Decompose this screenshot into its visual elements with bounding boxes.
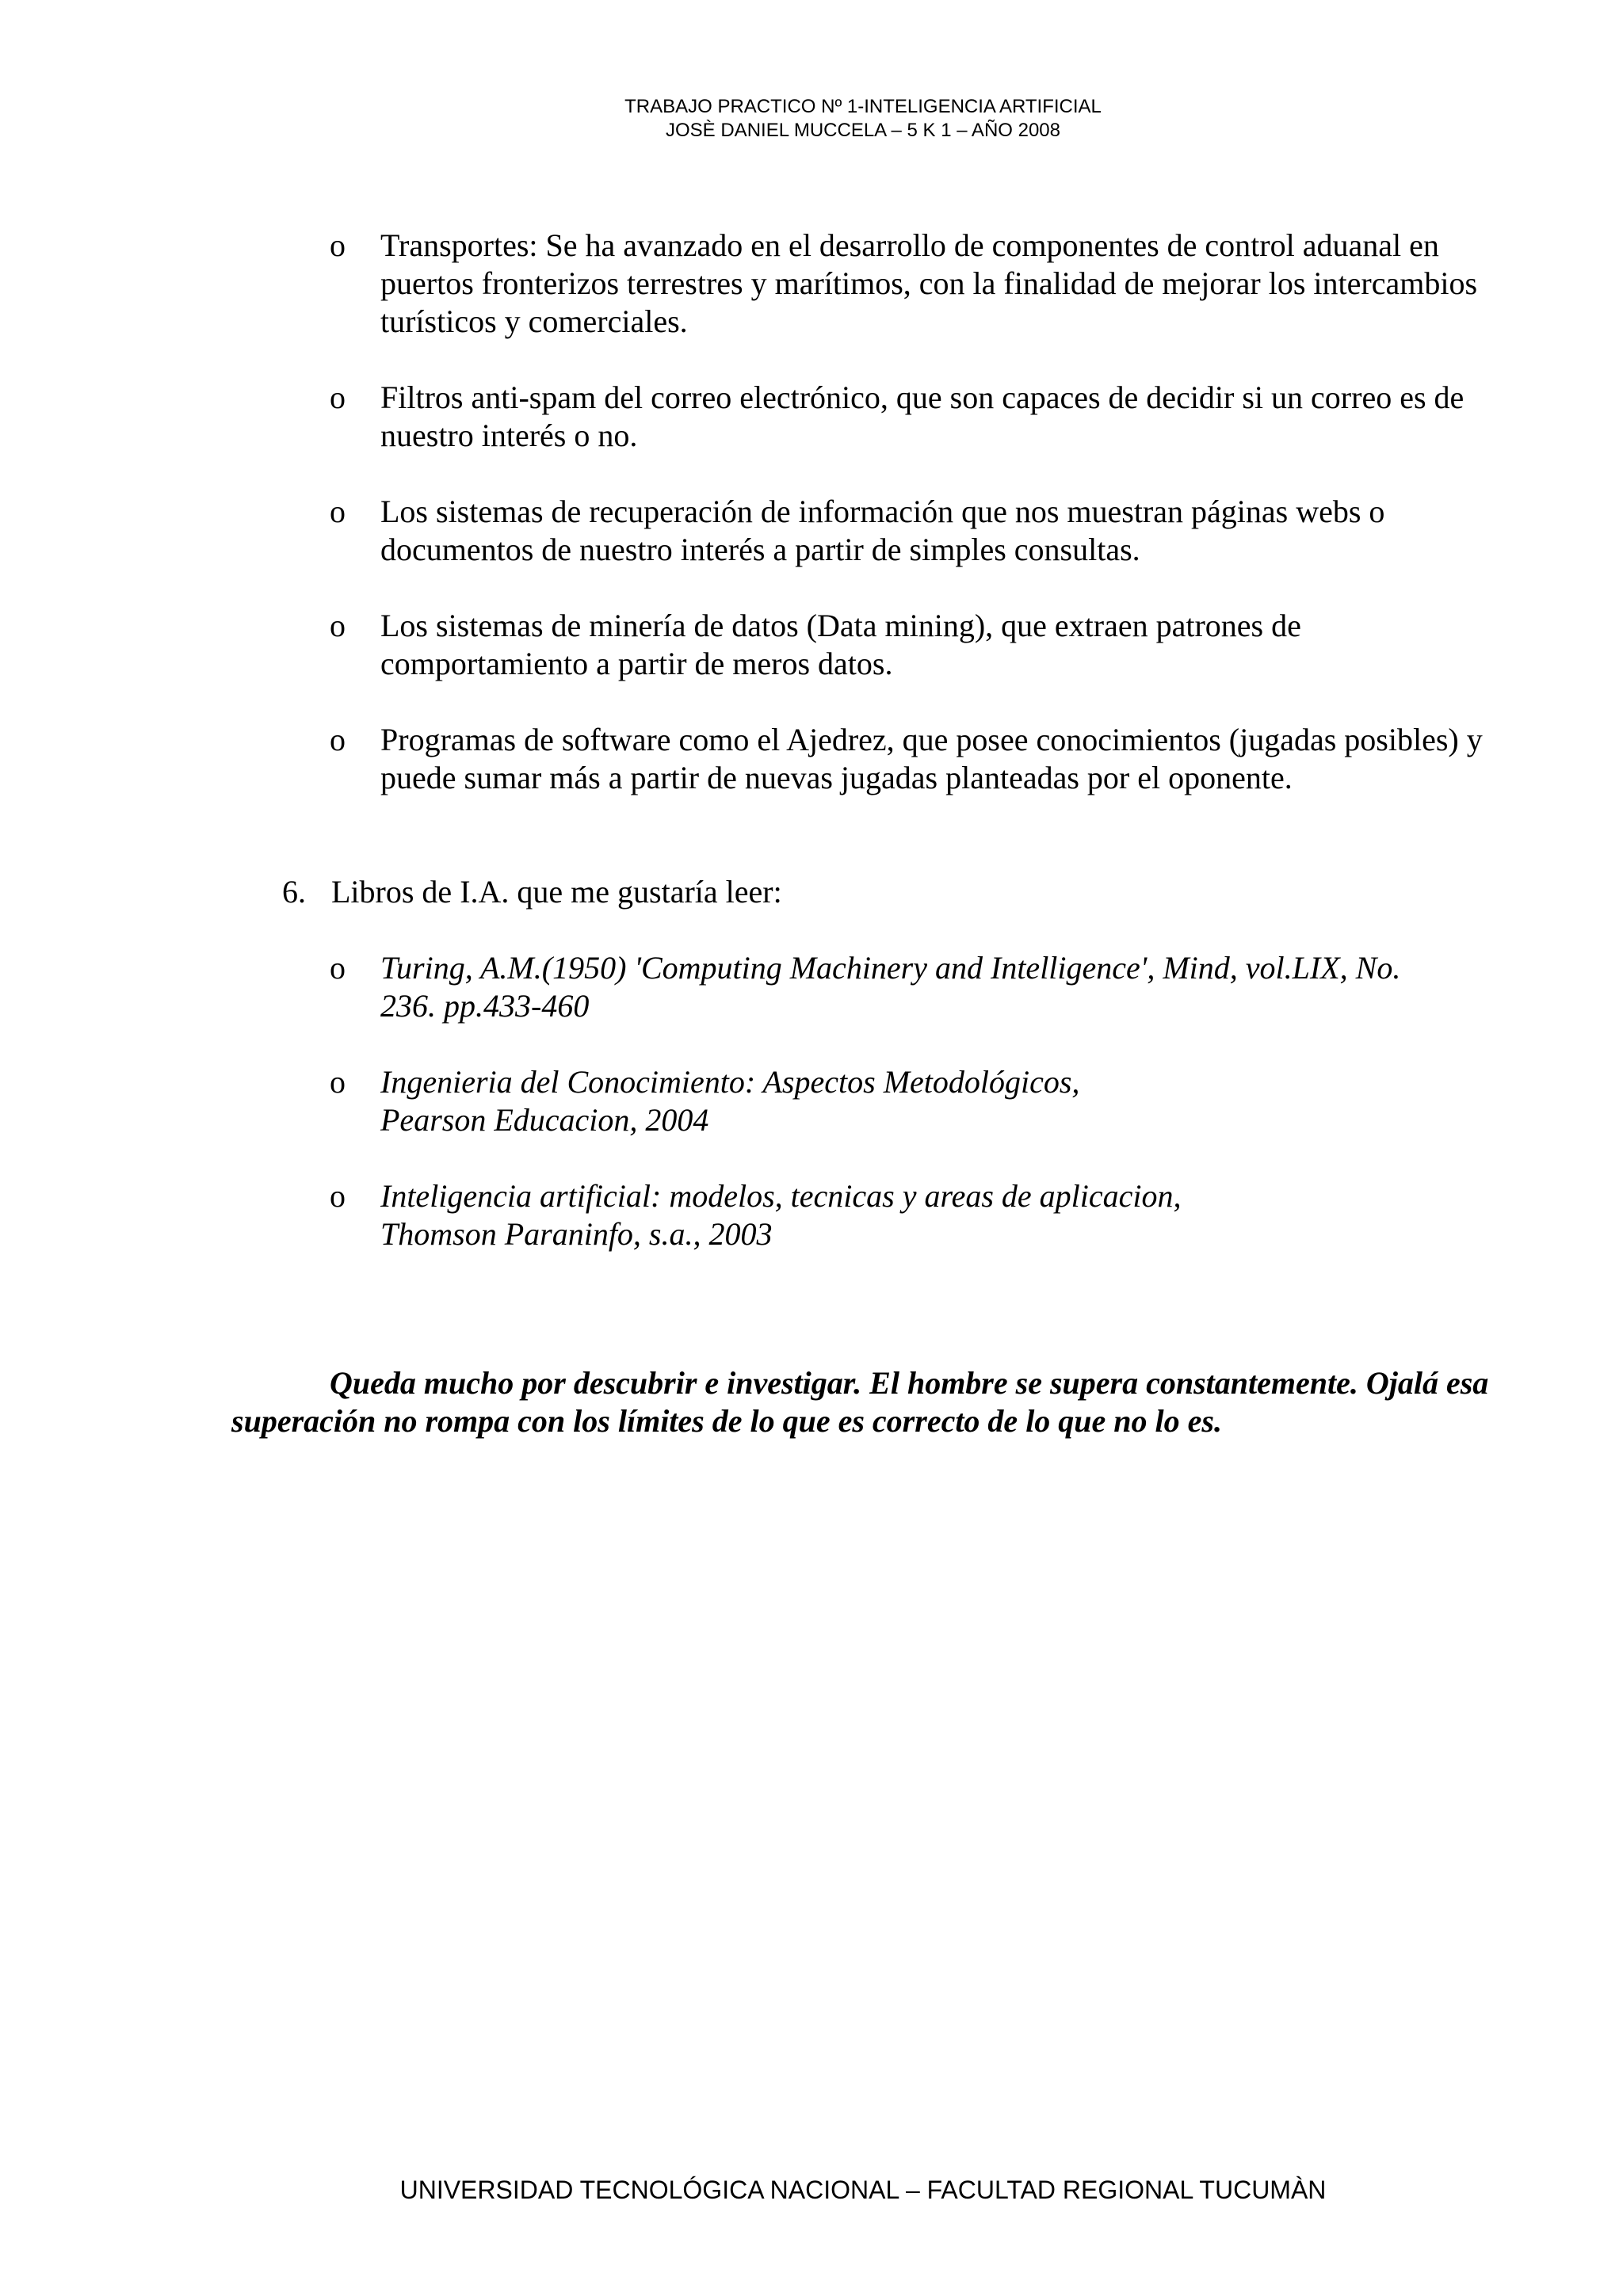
book-item [0, 1177, 1490, 1253]
list-item [0, 227, 1490, 341]
book-line: Turing, A.M.(1950) 'Computing Machinery and Intelligence', Mind, vol.LIX, No. [380, 950, 1401, 986]
list-item-text: Programas de software como el Ajedrez, que posee conocimientos (jugadas posibles) y puede sumar más a partir de nuevas jugadas planteadas por el oponente. [380, 722, 1483, 795]
list-item-text: Los sistemas de minería de datos (Data mining), que extraen patrones de comportamiento a partir de meros datos. [380, 608, 1301, 681]
list-item-text: Filtros anti-spam del correo electrónico, que son capaces de decidir si un correo es de nuestro interés o no. [380, 379, 1465, 453]
header-author: JOSÈ DANIEL MUCCELA – 5 K 1 – AÑO 2008 [666, 120, 1060, 141]
section-heading [0, 873, 1623, 911]
list-item [0, 721, 1490, 797]
book-item [0, 1063, 1490, 1139]
list-item-text: Transportes: Se ha avanzado en el desarrollo de componentes de control aduanal en puertos fronterizos terrestres y marítimos, con la finalidad de mejorar los intercambios turísticos y comerciales. [380, 227, 1478, 339]
bullet-marker: o [330, 494, 346, 529]
footer-text: UNIVERSIDAD TECNOLÓGICA NACIONAL – FACULTAD REGIONAL TUCUMÀN [399, 2176, 1327, 2204]
list-item-text: Los sistemas de recuperación de información que nos muestran páginas webs o documentos de nuestro interés a partir de simples consultas. [380, 494, 1385, 567]
bullet-marker: o [330, 1178, 346, 1214]
bullet-marker: o [330, 950, 346, 986]
list-item [0, 607, 1490, 683]
bullet-marker: o [330, 608, 346, 643]
book-line: Pearson Educacion, 2004 [380, 1102, 709, 1138]
list-item [0, 493, 1490, 569]
bullet-marker: o [330, 227, 346, 263]
section-title: Libros de I.A. que me gustaría leer: [331, 874, 782, 910]
bullet-marker: o [330, 379, 346, 415]
header-title: TRABAJO PRACTICO Nº 1-INTELIGENCIA ARTIFICIAL [624, 96, 1102, 117]
book-line: 236. pp.433-460 [380, 988, 590, 1024]
section-number: 6. [282, 874, 306, 910]
book-item [0, 949, 1490, 1025]
list-item [0, 379, 1490, 455]
bullet-marker: o [330, 1064, 346, 1100]
book-line: Ingenieria del Conocimiento: Aspectos Metodológicos, [380, 1064, 1080, 1100]
closing-paragraph: Queda mucho por descubrir e investigar. El hombre se supera constantemente. Ojalá esa superación no rompa con los límites de lo que es correcto de lo que no lo es. [231, 1365, 1489, 1439]
bullet-marker: o [330, 722, 346, 757]
book-line: Inteligencia artificial: modelos, tecnicas y areas de aplicacion, [380, 1178, 1182, 1214]
page-footer [0, 2174, 1623, 2206]
book-line: Thomson Paraninfo, s.a., 2003 [380, 1216, 773, 1252]
page-header [0, 95, 1623, 143]
document-body [0, 227, 1623, 1291]
